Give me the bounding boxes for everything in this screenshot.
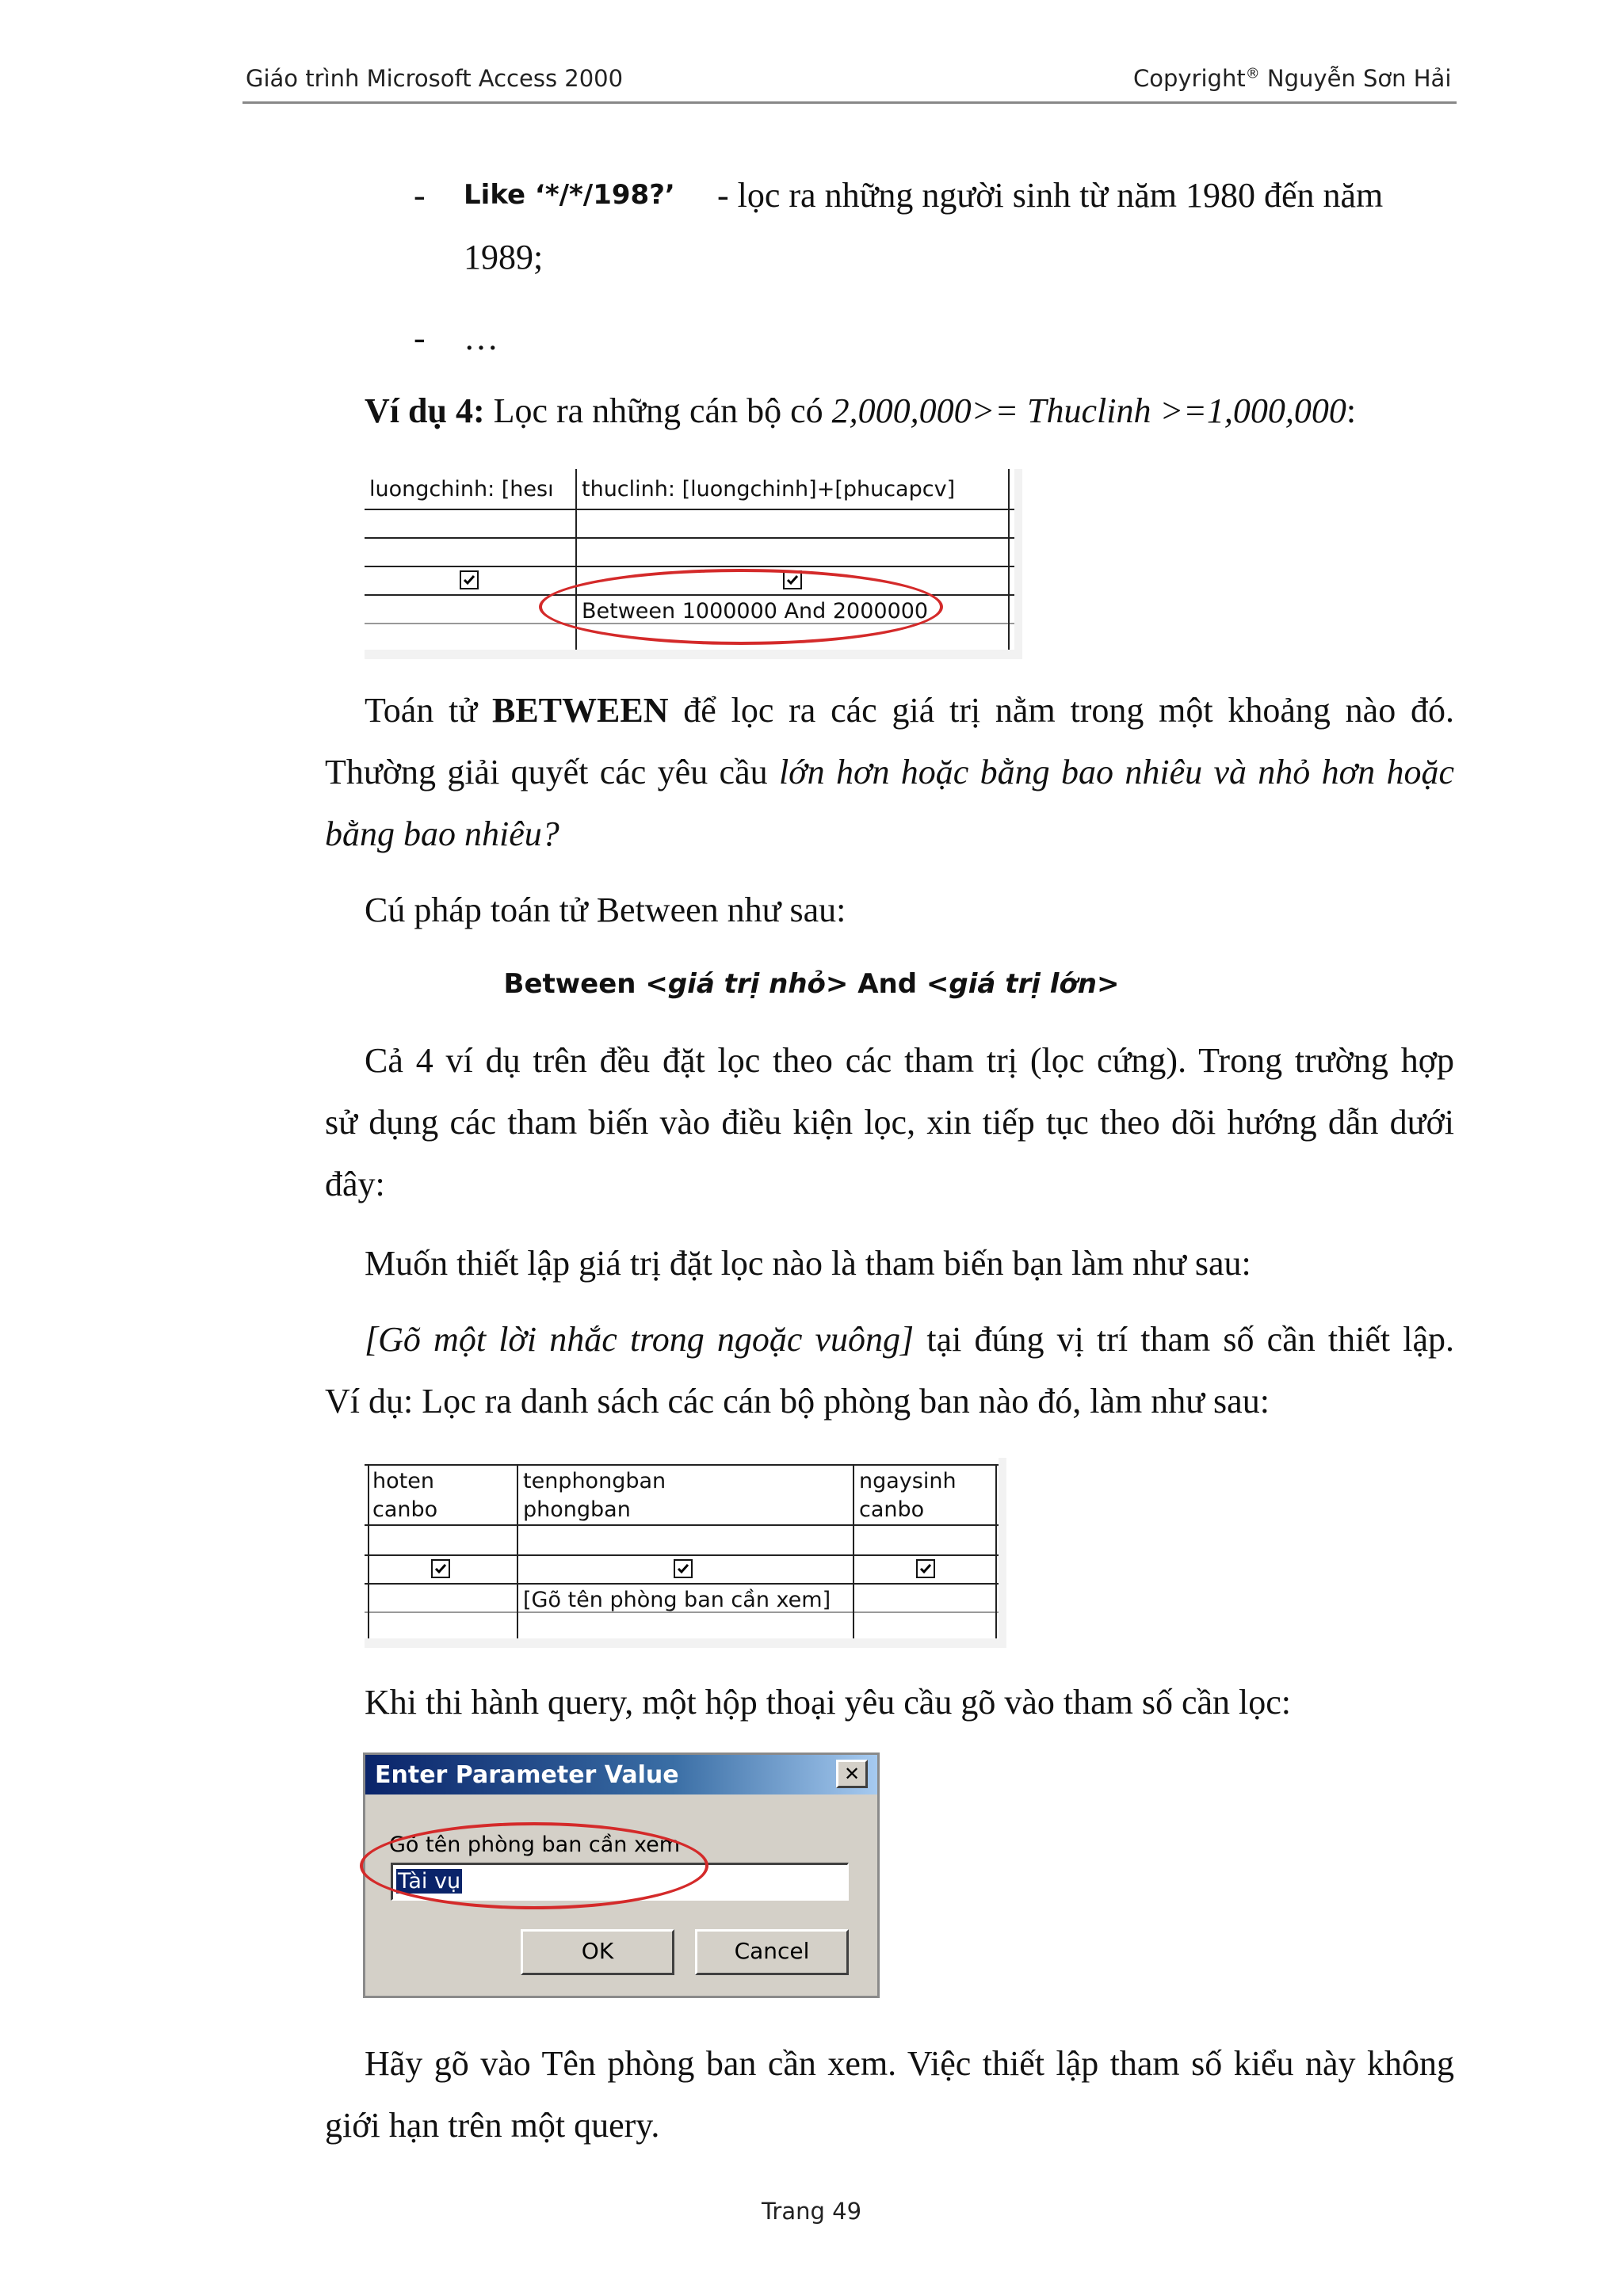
between-para-l2b: lớn hơn hoặc bằng bao nhiêu và nhỏ hơn hoặc [778,753,1454,791]
grid1-field-thuclinh[interactable]: thuclinh: [luongchinh]+[phucapcv] [582,477,956,502]
copyright-text: Copyright [1133,65,1246,92]
grid2-field-ngaysinh[interactable]: ngaysinh [859,1469,957,1493]
dialog-value-selected: Tài vụ [398,1869,461,1894]
between-para-line3 [325,803,559,865]
like-code: Like ‘*/*/198?’ [464,179,675,211]
grid2-col-line [853,1464,854,1638]
grid2-col-line [368,1464,369,1638]
prompt-para-italic: [Gõ một lời nhắc trong ngoặc vuông] [365,1320,915,1359]
grid1-row-line [365,509,1014,510]
example4-tail: : [1346,391,1357,430]
grid2-table-canbo[interactable]: canbo [372,1497,438,1522]
dialog-ok-button[interactable]: OK [521,1929,674,1975]
check-icon [918,1562,933,1576]
grid2-field-hoten[interactable]: hoten [372,1469,434,1493]
grid1-row-line [365,537,1014,539]
params-para-line1: Cả 4 ví dụ trên đều đặt lọc theo các tham trị (lọc cứng). Trong trường hợp [365,1041,1454,1080]
grid2-field-tenphongban[interactable]: tenphongban [523,1469,666,1493]
grid2-row-line [365,1583,999,1585]
highlight-ellipse-1 [539,569,943,645]
between-keyword: BETWEEN [491,691,669,730]
highlight-ellipse-2 [360,1822,708,1909]
final-para-line2: giới hạn trên một query. [325,2106,660,2145]
grid2-row-line [365,1464,999,1466]
grid2-row-line [365,1524,999,1526]
grid2-col-line [517,1464,518,1638]
header-title: Giáo trình Microsoft Access 2000 [246,65,624,92]
prompt-para-rest: tại đúng vị trí tham số cần thiết lập. [914,1320,1454,1359]
run-para: Khi thi hành query, một hộp thoại yêu cầu gõ vào tham số cần lọc: [365,1683,1291,1722]
prompt-para-line1 [365,1309,1454,1371]
grid1-field-luongchinh[interactable]: luongchinh: [hesı [369,477,554,502]
howto-para: Muốn thiết lập giá trị đặt lọc nào là tham biến bạn làm như sau: [365,1244,1251,1283]
check-icon [676,1562,690,1576]
dialog-prompt-label: Gõ tên phòng ban cần xem [389,1833,681,1857]
grid1-criteria-between[interactable]: Between 1000000 And 2000000 [582,599,929,624]
check-icon [433,1562,448,1576]
like-description-cont: 1989; [464,238,544,277]
dialog-close-button[interactable]: ✕ [836,1760,868,1788]
syntax-s3: > And < [825,968,949,1000]
example4-label: Ví dụ 4: [365,391,485,430]
dialog-titlebar [365,1755,877,1794]
grid2-table-canbo-2[interactable]: canbo [859,1497,925,1522]
syntax-line [0,968,1623,1000]
between-para-line2 [325,742,1454,803]
list-dash-1: - [414,176,426,215]
dialog-title: Enter Parameter Value [375,1761,679,1789]
params-para-line3: đây: [325,1165,385,1203]
example4-text: Lọc ra những cán bộ có [484,391,832,430]
between-para-a: Toán tử [365,691,492,730]
syntax-s1: Between < [503,968,668,1000]
params-para-line2: sử dụng các tham biến vào điều kiện lọc, xin tiếp tục theo dõi hướng dẫn dưới [325,1103,1454,1142]
grid2-show-checkbox-2[interactable] [674,1559,693,1578]
between-para-c: để lọc ra các giá trị nằm trong một khoảng nào đó. [668,691,1455,730]
syntax-small: giá trị nhỏ [667,968,826,1000]
between-para-line1 [365,680,1454,742]
grid2-show-checkbox-1[interactable] [431,1559,450,1578]
example4-expr: 2,000,000>= Thuclinh >=1,000,000 [831,391,1346,430]
list-dash-2: - [414,318,426,357]
author-name: Nguyễn Sơn Hải [1259,65,1452,92]
header-rule [242,101,1457,104]
grid2-show-checkbox-3[interactable] [916,1559,935,1578]
syntax-s5: > [1096,968,1120,1000]
grid1-show-checkbox-1[interactable] [460,570,479,589]
grid1-row-line [365,566,1014,567]
prompt-para-line2: Ví dụ: Lọc ra danh sách các cán bộ phòng ban nào đó, làm như sau: [325,1382,1270,1421]
example4-line [365,380,1356,442]
header-copyright [1133,65,1451,92]
grid2-row-line [365,1554,999,1556]
grid2-criteria-prompt[interactable]: [Gõ tên phòng ban cần xem] [523,1588,831,1612]
query-grid-2 [365,1458,1006,1648]
grid2-table-phongban[interactable]: phongban [523,1497,631,1522]
between-para-l3: bằng bao nhiêu? [325,814,559,853]
page-number: Trang 49 [761,2198,862,2225]
check-icon [462,573,476,587]
between-para-l2a: Thường giải quyết các yêu cầu [325,753,779,791]
like-description: - lọc ra những người sinh từ năm 1980 đến năm [717,176,1384,215]
final-para-line1: Hãy gõ vào Tên phòng ban cần xem. Việc thiết lập tham số kiểu này không [365,2044,1454,2083]
grid1-col-line [1008,469,1010,650]
list-ellipsis: … [464,318,498,357]
syntax-large: giá trị lớn [949,968,1097,1000]
dialog-cancel-button[interactable]: Cancel [695,1929,849,1975]
registered-mark: ® [1245,65,1260,82]
syntax-intro: Cú pháp toán tử Between như sau: [365,891,846,929]
grid2-col-line [995,1464,997,1638]
